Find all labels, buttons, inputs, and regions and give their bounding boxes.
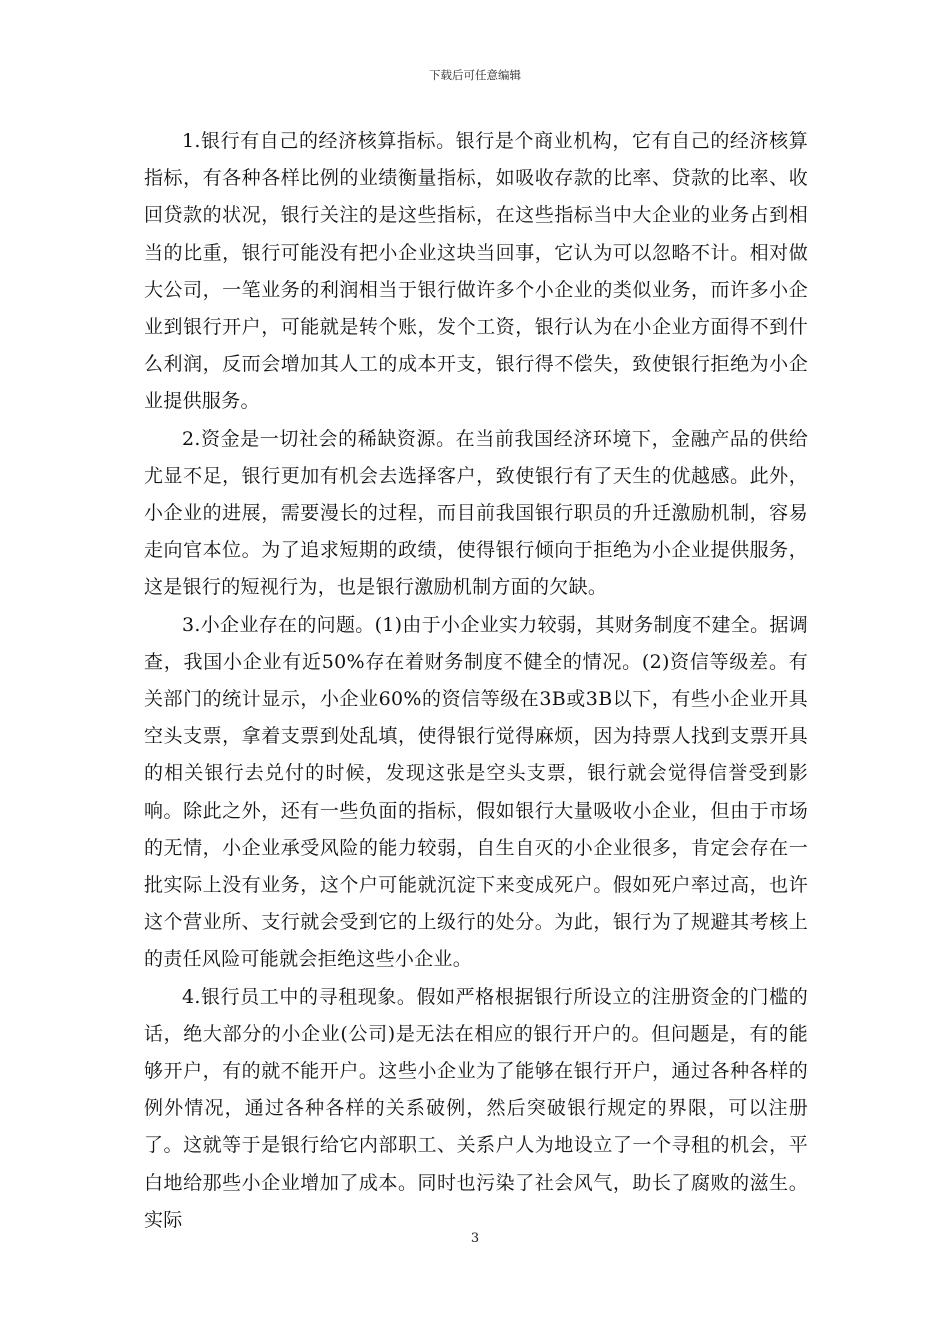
paragraph-1: 1.银行有自己的经济核算指标。银行是个商业机构，它有自己的经济核算指标，有各种各样比例的业绩衡量指标，如吸收存款的比率、贷款的比率、收回贷款的状况，银行关注的是这些指标，在这些指标当中大企业的业务占到相当的比重，银行可能没有把小企业这块当回事，它认为可以忽略不计。相对做大公司，一笔业务的利润相当于银行做许多个小企业的类似业务，而许多小企业到银行开户，可能就是转个账，发个工资，银行认为在小企业方面得不到什么利润，反而会增加其人工的成本开支，银行得不偿失，致使银行拒绝为小企业提供服务。 [144, 130, 808, 413]
paragraph-2: 2.资金是一切社会的稀缺资源。在当前我国经济环境下，金融产品的供给尤显不足，银行更加有机会去选择客户，致使银行有了天生的优越感。此外，小企业的进展，需要漫长的过程，而目前我国银行职员的升迁激励机制，容易走向官本位。为了追求短期的政绩，使得银行倾向于拒绝为小企业提供服务，这是银行的短视行为，也是银行激励机制方面的欠缺。 [144, 427, 808, 599]
page-header: 下载后可任意编辑 [429, 68, 521, 82]
document-body [144, 123, 808, 1239]
paragraph-4: 4.银行员工中的寻租现象。假如严格根据银行所设立的注册资金的门槛的话，绝大部分的小企业(公司)是无法在相应的银行开户的。但问题是，有的能够开户，有的就不能开户。这些小企业为了能够在银行开户，通过各种各样的例外情况，通过各种各样的关系破例，然后突破银行规定的界限，可以注册了。这就等于是银行给它内部职工、关系户人为地设立了一个寻租的机会，平白地给那些小企业增加了成本。同时也污染了社会风气，助长了腐败的滋生。实际 [144, 985, 808, 1231]
page-number: 3 [470, 1231, 480, 1246]
paragraph-3: 3.小企业存在的问题。(1)由于小企业实力较弱，其财务制度不建全。据调查，我国小企业有近50%存在着财务制度不健全的情况。(2)资信等级差。有关部门的统计显示，小企业60%的资信等级在3B或3B以下，有些小企业开具空头支票，拿着支票到处乱填，使得银行觉得麻烦，因为持票人找到支票开具的相关银行去兑付的时候，发现这张是空头支票，银行就会觉得信誉受到影响。除此之外，还有一些负面的指标，假如银行大量吸收小企业，但由于市场的无情，小企业承受风险的能力较弱，自生自灭的小企业很多，肯定会存在一批实际上没有业务，这个户可能就沉淀下来变成死户。假如死户率过高，也许这个营业所、支行就会受到它的上级行的处分。为此，银行为了规避其考核上的责任风险可能就会拒绝这些小企业。 [144, 613, 808, 971]
